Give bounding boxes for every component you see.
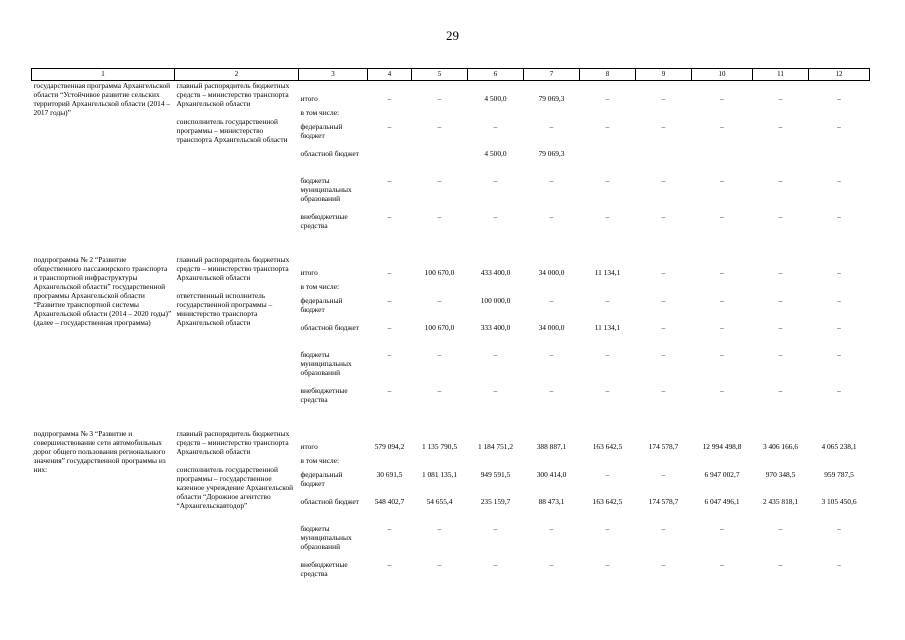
amount-cell [412,456,468,470]
amount-cell: – [437,211,442,221]
responsible-executor: главный распорядитель бюджетных средств – министерство транспорта Архангельской области [176,428,290,456]
table-row [32,80,870,108]
amount-cell: – [837,93,841,103]
amount-cell [524,108,580,122]
amount-cell: 235 159,7 [480,496,511,506]
amount-cell: – [437,523,442,533]
amount-cell: – [720,121,724,131]
amount-cell: 949 591,5 [480,469,511,479]
amount-cell [580,108,636,122]
amount-cell: – [661,175,666,185]
amount-cell: – [493,349,498,359]
amount-cell [468,108,524,122]
amount-cell: – [720,211,724,221]
amount-cell: – [661,385,666,395]
amount-cell: – [837,211,841,221]
column-header: 3 [299,69,368,81]
amount-cell: – [778,523,783,533]
amount-cell: 433 400,0 [480,267,511,277]
amount-cell [636,108,692,122]
amount-cell [468,456,524,470]
column-header: 1 [32,69,175,81]
amount-cell: – [605,385,610,395]
funding-source: внебюджетные средства [300,385,348,404]
amount-cell: – [837,322,841,332]
amount-cell: – [837,295,841,305]
column-header: 4 [368,69,412,81]
amount-cell: – [387,93,392,103]
amount-cell: 30 691,5 [376,469,403,479]
amount-cell: – [720,385,724,395]
column-number-row [32,69,870,81]
amount-cell: – [549,523,554,533]
amount-cell: – [778,211,783,221]
amount-cell: 4 500,0 [484,148,507,158]
amount-cell [368,149,412,176]
funding-source: в том числе: [300,107,340,117]
responsible-cell [175,80,299,239]
amount-cell: – [549,121,554,131]
amount-cell: – [387,523,392,533]
amount-cell [809,282,870,296]
amount-cell: – [549,211,554,221]
amount-cell: 100 000,0 [480,295,511,305]
responsible-executor: ответственный исполнитель государственной программы – министерство транспорта Архангельской области [176,290,273,327]
funding-source: в том числе: [300,455,340,465]
amount-cell: – [437,559,442,569]
program-name: государственная программа Архангельской области “Устойчивое развитие сельских территорий Архангельской области (2014 – 2017 годы)” [33,80,171,117]
amount-cell: – [778,349,783,359]
amount-cell: – [387,322,392,332]
amount-cell: – [778,295,783,305]
amount-cell: 163 642,5 [592,496,623,506]
amount-cell: – [493,175,498,185]
funding-source: итого [300,93,318,103]
funding-source: федеральный бюджет [300,469,343,488]
amount-cell: – [549,559,554,569]
amount-cell: – [493,211,498,221]
amount-cell: – [387,211,392,221]
program-name: подпрограмма № 2 “Развитие общественного пассажирского транспорта и транспортной инфраструктуры Архангельской области” государственной программы Архангельской области “Развитие транспортной системы Архангельской области (2014 – 2020 годы)” (далее – государственная программа) [33,254,172,327]
amount-cell: 6 947 002,7 [704,469,740,479]
amount-cell: – [605,211,610,221]
amount-cell: 3 406 166,6 [762,441,799,451]
funding-source: итого [300,441,318,451]
amount-cell: – [387,295,392,305]
amount-cell: – [720,322,724,332]
amount-cell: 3 105 450,6 [821,496,857,506]
amount-cell [809,149,870,176]
amount-cell: – [605,469,610,479]
amount-cell: – [493,121,498,131]
amount-cell: – [605,523,610,533]
amount-cell: – [837,523,841,533]
amount-cell: – [605,349,610,359]
funding-source: областной бюджет [300,322,359,332]
table-row [32,429,870,456]
amount-cell: 1 184 751,2 [477,441,514,451]
amount-cell [524,282,580,296]
amount-cell: 1 135 790,5 [421,441,458,451]
amount-cell: – [387,385,392,395]
amount-cell: – [605,93,610,103]
amount-cell: – [837,121,841,131]
amount-cell [468,282,524,296]
column-header: 8 [580,69,636,81]
amount-cell [692,149,753,176]
amount-cell [524,456,580,470]
amount-cell: – [605,559,610,569]
amount-cell: – [661,93,666,103]
amount-cell: 388 887,1 [536,441,567,451]
spacer-cell [32,413,870,429]
funding-source: бюджеты муниципальных образований [300,175,352,203]
amount-cell: – [387,175,392,185]
amount-cell: 174 578,7 [648,441,679,451]
amount-cell [580,282,636,296]
amount-cell: – [437,349,442,359]
amount-cell: – [605,121,610,131]
column-header: 7 [524,69,580,81]
responsible-executor: главный распорядитель бюджетных средств – министерство транспорта Архангельской области [176,80,290,108]
amount-cell: – [720,559,724,569]
budget-table [31,68,870,587]
amount-cell: – [493,385,498,395]
amount-cell: – [661,295,666,305]
amount-cell: – [778,322,783,332]
amount-cell: 6 047 496,1 [704,496,740,506]
amount-cell: – [837,385,841,395]
amount-cell [636,149,692,176]
amount-cell: – [493,523,498,533]
amount-cell: 12 994 498,8 [702,441,742,451]
amount-cell: – [605,295,610,305]
amount-cell [636,282,692,296]
amount-cell: – [549,349,554,359]
amount-cell: 174 578,7 [648,496,679,506]
column-header: 6 [468,69,524,81]
amount-cell: – [778,559,783,569]
amount-cell: – [549,385,554,395]
amount-cell: – [720,295,724,305]
funding-source: итого [300,267,318,277]
amount-cell: – [720,267,724,277]
amount-cell: – [837,175,841,185]
column-header: 10 [692,69,753,81]
column-header: 5 [412,69,468,81]
column-header: 12 [809,69,870,81]
column-header: 11 [753,69,809,81]
table-row [32,255,870,282]
amount-cell: – [720,349,724,359]
amount-cell: – [661,469,666,479]
amount-cell [412,282,468,296]
amount-cell: 4 065 238,1 [821,441,857,451]
amount-cell: 100 670,0 [424,267,455,277]
amount-cell [753,108,809,122]
amount-cell: – [778,385,783,395]
amount-cell: 100 670,0 [424,322,455,332]
funding-source: внебюджетные средства [300,559,348,578]
program-name: подпрограмма № 3 “Развитие и совершенствование сети автомобильных дорог общего пользования регионального значения” государственной программы из них: [33,428,166,474]
amount-cell: – [387,349,392,359]
amount-cell: 548 402,7 [374,496,405,506]
amount-cell: 333 400,0 [480,322,511,332]
amount-cell: – [661,267,666,277]
amount-cell: 163 642,5 [592,441,623,451]
amount-cell: – [493,559,498,569]
amount-cell: – [387,559,392,569]
funding-source: бюджеты муниципальных образований [300,523,352,551]
amount-cell: 970 348,5 [765,469,796,479]
amount-cell [692,282,753,296]
funding-source: областной бюджет [300,148,359,158]
amount-cell: – [387,121,392,131]
amount-cell [368,282,412,296]
funding-source: бюджеты муниципальных образований [300,349,352,377]
column-header: 9 [636,69,692,81]
amount-cell: – [661,211,666,221]
funding-source: областной бюджет [300,496,359,506]
column-header: 2 [175,69,299,81]
amount-cell: – [437,93,442,103]
amount-cell: 579 094,2 [374,441,405,451]
amount-cell: – [437,295,442,305]
amount-cell: – [437,385,442,395]
spacer-cell [32,239,870,255]
funding-source: внебюджетные средства [300,211,348,230]
amount-cell: – [778,267,783,277]
funding-source: в том числе: [300,281,340,291]
amount-cell: 54 655,4 [426,496,453,506]
amount-cell [753,149,809,176]
responsible-executor: главный распорядитель бюджетных средств – министерство транспорта Архангельской области [176,254,290,282]
amount-cell: – [837,267,841,277]
amount-cell [368,456,412,470]
amount-cell: – [720,175,724,185]
amount-cell [580,149,636,176]
amount-cell: 300 414,0 [536,469,567,479]
amount-cell: 11 134,1 [594,267,621,277]
amount-cell [636,456,692,470]
group-spacer [32,413,870,429]
funding-source: федеральный бюджет [300,121,343,140]
amount-cell [692,108,753,122]
amount-cell: – [605,175,610,185]
amount-cell: – [437,175,442,185]
amount-cell: – [661,349,666,359]
funding-source: федеральный бюджет [300,295,343,314]
amount-cell: – [837,559,841,569]
table-body [32,80,870,587]
amount-cell [753,282,809,296]
amount-cell: – [778,121,783,131]
amount-cell: – [661,559,666,569]
amount-cell: – [778,93,783,103]
responsible-executor: соисполнитель государственной программы – государственное казенное учреждение Архангельской области “Дорожное агентство “Архангельскавтодор” [176,464,294,510]
responsible-cell [175,255,299,413]
amount-cell [412,108,468,122]
amount-cell: – [549,295,554,305]
amount-cell: 34 000,0 [538,322,565,332]
amount-cell [580,456,636,470]
amount-cell: 2 435 818,1 [762,496,799,506]
amount-cell: – [778,175,783,185]
amount-cell: 11 134,1 [594,322,621,332]
amount-cell: 79 069,3 [538,148,565,158]
amount-cell [809,456,870,470]
amount-cell: – [387,267,392,277]
amount-cell: 79 069,3 [538,93,565,103]
amount-cell [753,456,809,470]
amount-cell: – [720,523,724,533]
page-number: 29 [446,28,459,43]
responsible-executor: соисполнитель государственной программы – министерство транспорта Архангельской области [176,116,288,144]
amount-cell [368,108,412,122]
group-spacer [32,239,870,255]
amount-cell: – [661,121,666,131]
amount-cell: – [661,523,666,533]
amount-cell: 34 000,0 [538,267,565,277]
amount-cell: 88 473,1 [538,496,565,506]
amount-cell [412,149,468,176]
amount-cell: – [437,121,442,131]
amount-cell: – [837,349,841,359]
amount-cell: – [720,93,724,103]
amount-cell: 4 500,0 [484,93,507,103]
responsible-cell [175,429,299,587]
amount-cell [692,456,753,470]
amount-cell: 959 787,5 [824,469,854,479]
amount-cell: – [549,175,554,185]
amount-cell: – [661,322,666,332]
amount-cell: 1 081 135,1 [421,469,458,479]
amount-cell [809,108,870,122]
